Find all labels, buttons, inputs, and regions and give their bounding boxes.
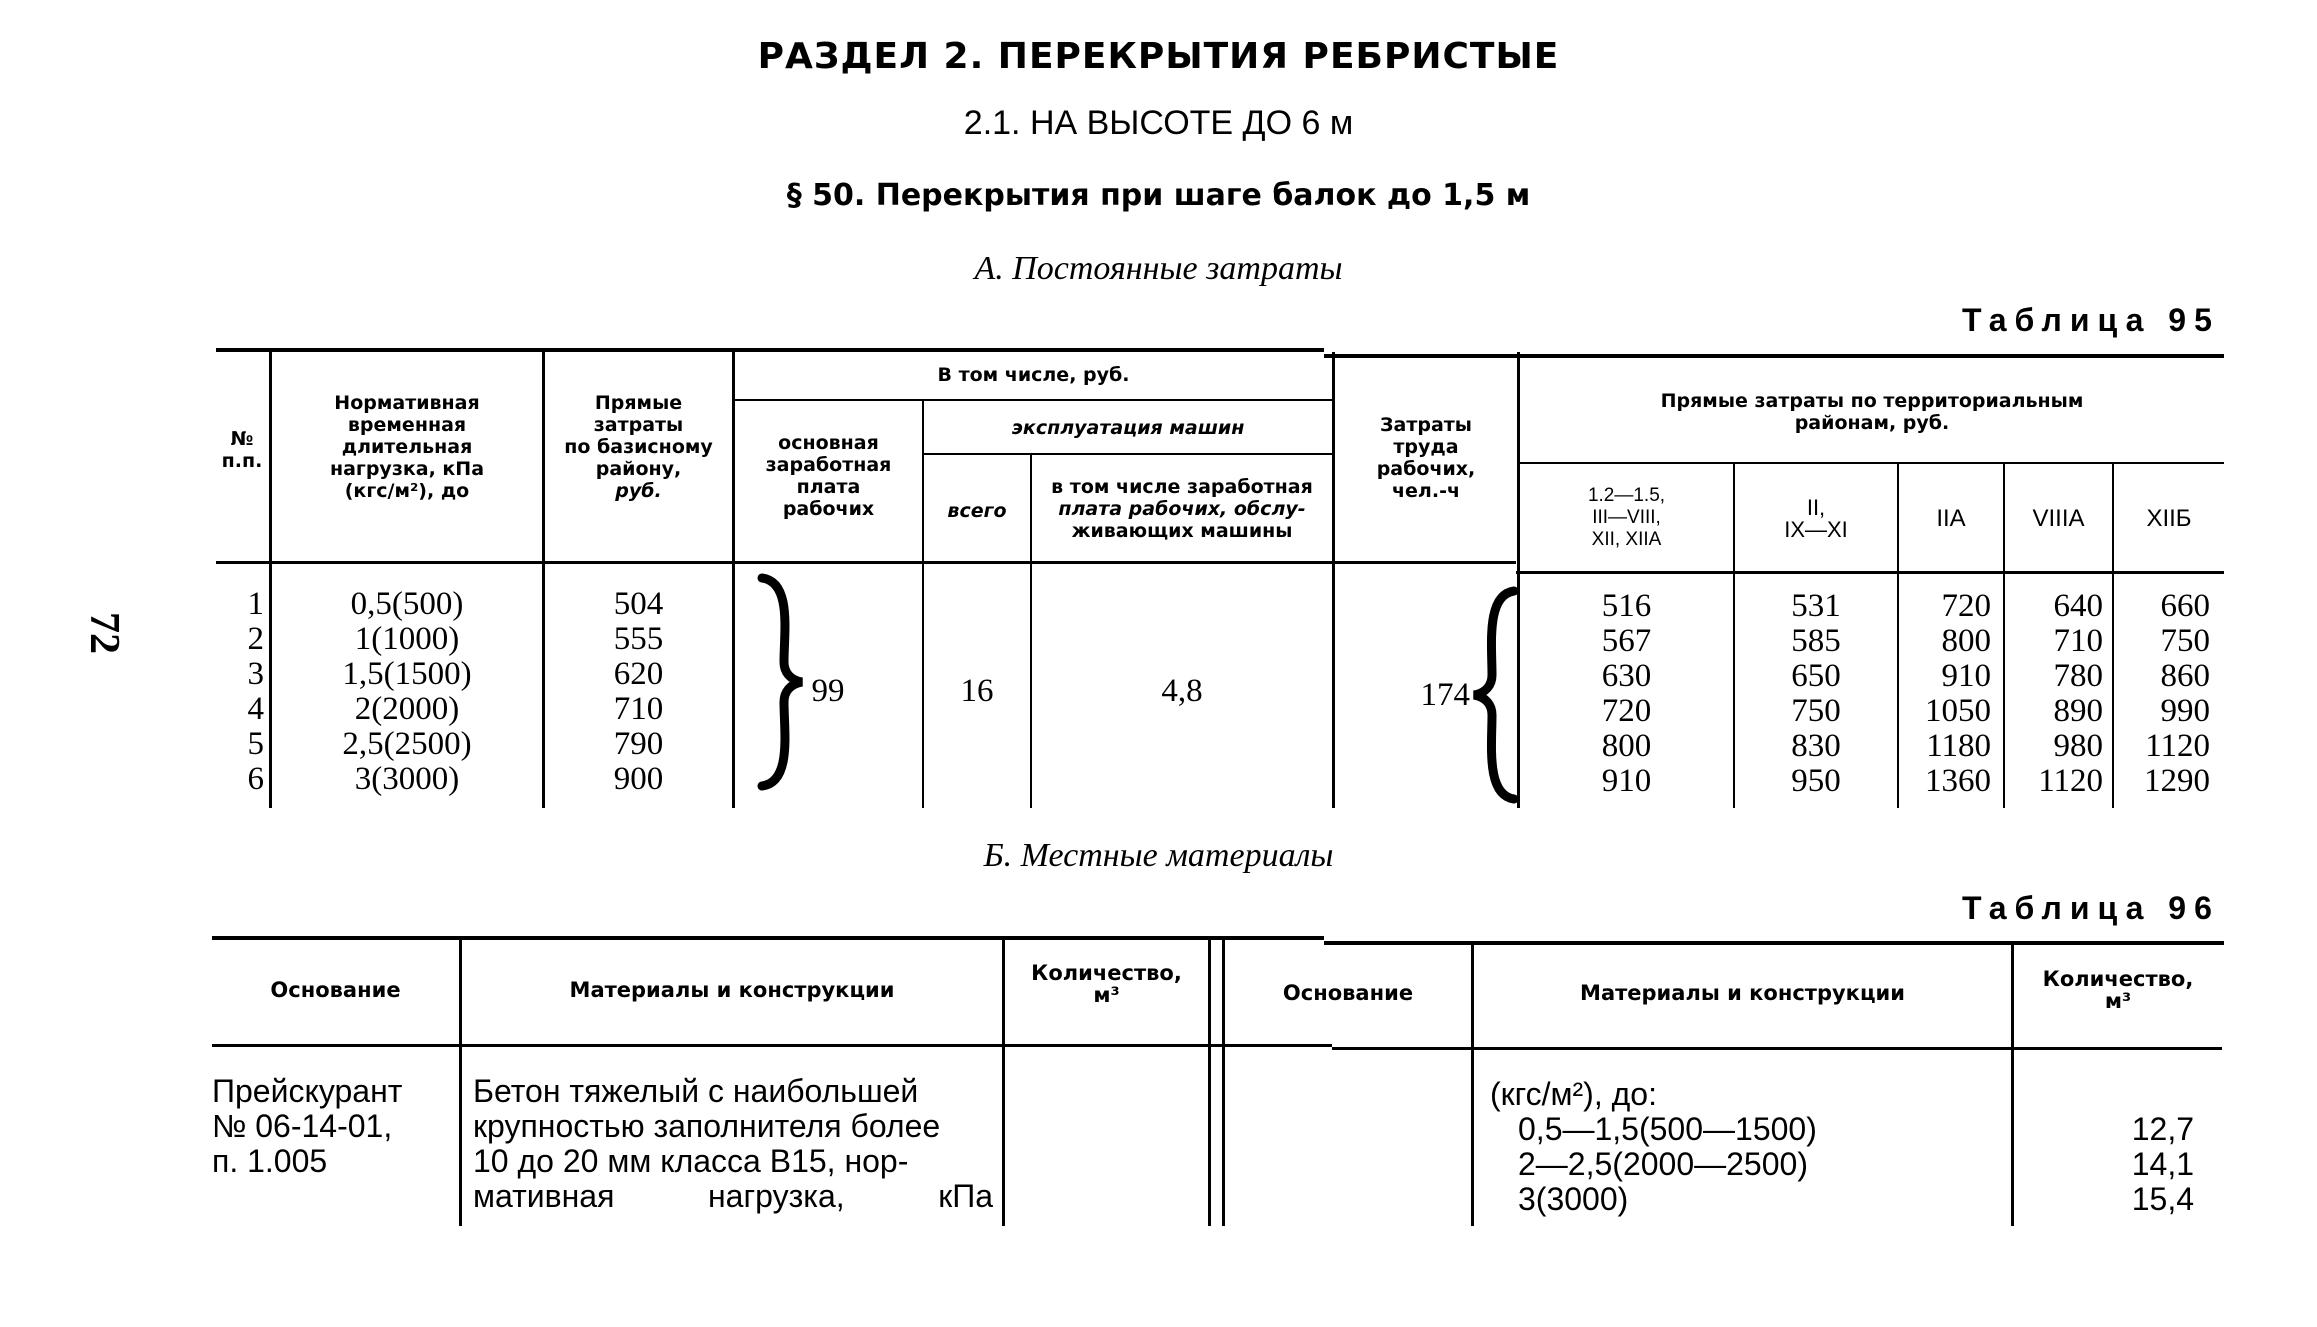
t96-materials-line: Бетон тяжелый с наибольшей bbox=[473, 1073, 919, 1109]
t96-head-quantity-unit: м³ bbox=[1093, 983, 1120, 1007]
t95-rule-regional bbox=[1520, 462, 2224, 464]
t95-head-region-line: 1.2—1.5, bbox=[1587, 485, 1666, 506]
table-cell: 504 bbox=[613, 586, 664, 622]
t95-col-region-3 bbox=[1899, 589, 1991, 799]
table-cell: 900 bbox=[613, 761, 664, 797]
t95-head-total: всего bbox=[947, 500, 1007, 522]
table-cell: 4 bbox=[247, 691, 264, 727]
t95-head-mw-line: живающих машины bbox=[1071, 520, 1293, 542]
table-cell: 750 bbox=[1791, 693, 1841, 729]
t95-head-num-line: № bbox=[230, 428, 254, 450]
t95-col-region-1 bbox=[1520, 589, 1733, 799]
table95-label: Таблица 95 bbox=[1962, 302, 2220, 338]
t95-head-region-1 bbox=[1520, 485, 1733, 551]
table-cell: 710 bbox=[613, 691, 664, 727]
t95-head-labor-line: чел.-ч bbox=[1392, 480, 1460, 502]
t95-head-num-line: п.п. bbox=[221, 450, 263, 472]
table-cell: 1180 bbox=[1926, 728, 1991, 764]
t96-head-quantity-2 bbox=[2014, 968, 2222, 1012]
t95-col-region-5 bbox=[2114, 589, 2210, 799]
t96-head-basis-2: Основание bbox=[1282, 981, 1414, 1005]
section-heading: РАЗДЕЛ 2. ПЕРЕКРЫТИЯ РЕБРИСТЫЕ bbox=[757, 36, 1560, 77]
t96-continuation bbox=[1490, 1077, 2000, 1217]
t96-basis-line: № 06-14-01, bbox=[212, 1108, 393, 1144]
t95-col-load bbox=[272, 587, 542, 797]
t95-head-wage-line: основная bbox=[778, 432, 879, 454]
t95-head-mw-line: плата рабочих, обслу- bbox=[1058, 498, 1306, 520]
t95-shared-total: 16 bbox=[960, 673, 994, 709]
t96-head-quantity-unit: м³ bbox=[2104, 989, 2132, 1013]
t95-shared-machine-wage: 4,8 bbox=[1161, 673, 1203, 709]
table-cell: 750 bbox=[2160, 623, 2210, 659]
table-cell: 1050 bbox=[1925, 693, 1991, 729]
table-cell: 650 bbox=[1791, 658, 1841, 694]
t96-vline bbox=[1208, 936, 1211, 1226]
t96-head-materials-2: Материалы и конструкции bbox=[1580, 981, 1905, 1005]
t95-head-load-line: (кгс/м²), до bbox=[344, 480, 470, 502]
table-cell: 1 bbox=[247, 586, 264, 622]
part-b-heading: Б. Местные материалы bbox=[983, 837, 1334, 874]
table-cell: 6 bbox=[247, 761, 264, 797]
table-cell: 585 bbox=[1791, 623, 1841, 659]
table-cell: 630 bbox=[1601, 658, 1652, 694]
t96-materials-line: 10 до 20 мм класса В15, нор- bbox=[473, 1143, 909, 1179]
t96-continuation-line: 2—2,5(2000—2500) bbox=[1518, 1146, 1808, 1182]
t96-continuation-line: 3(3000) bbox=[1518, 1181, 1629, 1217]
table-cell: 910 bbox=[1941, 658, 1991, 694]
t95-head-direct-line: руб. bbox=[615, 480, 662, 502]
t95-col-num bbox=[216, 587, 264, 797]
t95-head-load-line: временная bbox=[347, 414, 467, 436]
table-cell: 1120 bbox=[2038, 763, 2103, 799]
t95-head-region-line: IX—XI bbox=[1784, 517, 1848, 542]
t95-head-labor bbox=[1335, 414, 1517, 502]
table-cell: 3(3000) bbox=[354, 761, 460, 797]
table-cell: 860 bbox=[2160, 658, 2210, 694]
t95-head-mw-line: в том числе заработная bbox=[1051, 476, 1313, 498]
table-cell: 800 bbox=[1601, 728, 1652, 764]
t96-basis-line: п. 1.005 bbox=[212, 1143, 328, 1179]
page-number: 72 bbox=[81, 612, 127, 654]
table-cell: 950 bbox=[1791, 763, 1841, 799]
table-cell: 2(2000) bbox=[354, 691, 460, 727]
t95-head-direct-line: району, bbox=[595, 458, 682, 480]
t95-shared-labor: 174 bbox=[1420, 677, 1470, 713]
t95-head-load-line: длительная bbox=[341, 436, 473, 458]
table-cell: 780 bbox=[2053, 658, 2103, 694]
table-cell: 720 bbox=[1601, 693, 1652, 729]
table-cell: 790 bbox=[613, 726, 664, 762]
t96-basis-text bbox=[212, 1074, 457, 1179]
table-cell: 531 bbox=[1791, 588, 1841, 624]
t95-head-machines: эксплуатация машин bbox=[1011, 417, 1245, 439]
t95-rule-machines bbox=[923, 453, 1333, 455]
table-cell: 567 bbox=[1601, 623, 1652, 659]
t96-head-rule-right bbox=[1332, 1047, 2222, 1050]
table-cell: 990 bbox=[2160, 693, 2210, 729]
table-cell: 710 bbox=[2053, 623, 2103, 659]
t95-vline bbox=[732, 348, 735, 808]
t96-materials-text bbox=[473, 1074, 993, 1214]
t96-top-rule-left bbox=[212, 936, 1324, 940]
t95-head-load-line: нагрузка, кПа bbox=[329, 458, 485, 480]
table-cell: 555 bbox=[613, 621, 664, 657]
t95-vline bbox=[922, 399, 924, 808]
t95-head-wage-line: рабочих bbox=[782, 498, 875, 520]
table-cell: 516 bbox=[1601, 588, 1652, 624]
table-cell: 660 bbox=[2160, 588, 2210, 624]
table-cell: 2 bbox=[247, 621, 264, 657]
t95-head-direct-line: по базисному bbox=[564, 436, 713, 458]
table-cell: 910 bbox=[1601, 763, 1652, 799]
left-brace-icon bbox=[1470, 585, 1520, 805]
t96-head-quantity bbox=[1005, 962, 1208, 1006]
t96-head-rule-left bbox=[212, 1044, 1332, 1047]
t95-head-labor-line: рабочих, bbox=[1376, 458, 1476, 480]
t95-head-wage bbox=[735, 432, 922, 520]
t96-materials-line: мативная нагрузка, кПа bbox=[473, 1178, 993, 1214]
t95-rule-including bbox=[733, 399, 1333, 401]
part-a-heading: А. Постоянные затраты bbox=[974, 250, 1343, 287]
table-cell: 640 bbox=[2053, 588, 2103, 624]
t95-head-direct bbox=[545, 392, 732, 502]
t96-vline bbox=[1222, 936, 1225, 1226]
t95-col-direct bbox=[545, 587, 732, 797]
t96-head-quantity-line: Количество, bbox=[1031, 961, 1182, 985]
table-cell: 890 bbox=[2053, 693, 2103, 729]
t95-head-region-line: XII, XIIА bbox=[1591, 529, 1662, 550]
table-cell: 3 bbox=[247, 656, 264, 692]
t95-head-region-4: VIIIА bbox=[2032, 505, 2085, 532]
t95-head-region-3: IIА bbox=[1936, 505, 1966, 532]
t95-head-region-2 bbox=[1735, 497, 1897, 541]
t96-basis-line: Прейскурант bbox=[212, 1073, 403, 1109]
t95-head-region-line: III—VIII, bbox=[1592, 507, 1661, 528]
t95-head-load bbox=[272, 392, 542, 502]
t95-col-region-4 bbox=[2005, 589, 2103, 799]
t95-head-rule-left bbox=[216, 561, 1516, 564]
t95-head-regional-line: районам, руб. bbox=[1794, 412, 1950, 434]
t95-head-rule-right bbox=[1516, 571, 2224, 574]
table-cell: 2,5(2500) bbox=[342, 726, 472, 762]
t95-head-region-line: II, bbox=[1806, 495, 1826, 520]
t95-head-region-5: XIIБ bbox=[2146, 505, 2192, 532]
t96-continuation-line: 0,5—1,5(500—1500) bbox=[1518, 1111, 1817, 1147]
t96-quantity-value: 15,4 bbox=[2131, 1181, 2194, 1217]
table-cell: 720 bbox=[1941, 588, 1991, 624]
table-cell: 1(1000) bbox=[354, 621, 460, 657]
table-cell: 1,5(1500) bbox=[342, 656, 472, 692]
table-cell: 1120 bbox=[2145, 728, 2210, 764]
paragraph-heading: § 50. Перекрытия при шаге балок до 1,5 м bbox=[786, 178, 1531, 213]
t96-top-rule-right bbox=[1324, 941, 2224, 945]
t95-head-direct-line: затраты bbox=[593, 414, 684, 436]
t95-head-labor-line: труда bbox=[1393, 436, 1459, 458]
t95-head-including: В том числе, руб. bbox=[937, 364, 1130, 386]
t95-top-rule-left bbox=[216, 348, 1324, 352]
table96-label: Таблица 96 bbox=[1962, 890, 2220, 926]
t95-head-machine-wage bbox=[1032, 476, 1332, 542]
t95-head-regional bbox=[1520, 390, 2224, 434]
t95-head-load-line: Нормативная bbox=[334, 392, 480, 414]
t96-head-materials: Материалы и конструкции bbox=[569, 978, 895, 1002]
table-cell: 800 bbox=[1941, 623, 1991, 659]
table-cell: 1290 bbox=[2144, 763, 2210, 799]
t96-continuation-line: (кгс/м²), до: bbox=[1490, 1076, 1657, 1112]
t95-head-regional-line: Прямые затраты по территориальным bbox=[1660, 390, 2084, 412]
t95-head-num bbox=[216, 428, 268, 472]
table-cell: 830 bbox=[1791, 728, 1841, 764]
t95-head-wage-line: плата bbox=[796, 476, 861, 498]
table-cell: 620 bbox=[613, 656, 664, 692]
table-cell: 1360 bbox=[1925, 763, 1991, 799]
t96-materials-line: крупностью заполнителя более bbox=[473, 1108, 941, 1144]
t95-head-labor-line: Затраты bbox=[1380, 414, 1472, 436]
subsection-heading: 2.1. НА ВЫСОТЕ ДО 6 м bbox=[963, 104, 1354, 142]
t96-head-basis: Основание bbox=[270, 978, 401, 1002]
table-cell: 0,5(500) bbox=[350, 586, 464, 622]
table-cell: 5 bbox=[247, 726, 264, 762]
t96-quantity-value: 12,7 bbox=[2131, 1111, 2194, 1147]
t96-quantity-value: 14,1 bbox=[2131, 1146, 2194, 1182]
t95-col-region-2 bbox=[1735, 589, 1897, 799]
table-cell: 980 bbox=[2053, 728, 2103, 764]
t95-top-rule-right bbox=[1324, 354, 2224, 358]
t96-quantities bbox=[2014, 1112, 2194, 1217]
t95-head-wage-line: заработная bbox=[765, 454, 892, 476]
t95-head-direct-line: Прямые bbox=[594, 392, 683, 414]
t95-shared-wage: 99 bbox=[811, 673, 845, 709]
t96-head-quantity-line: Количество, bbox=[2042, 967, 2194, 991]
